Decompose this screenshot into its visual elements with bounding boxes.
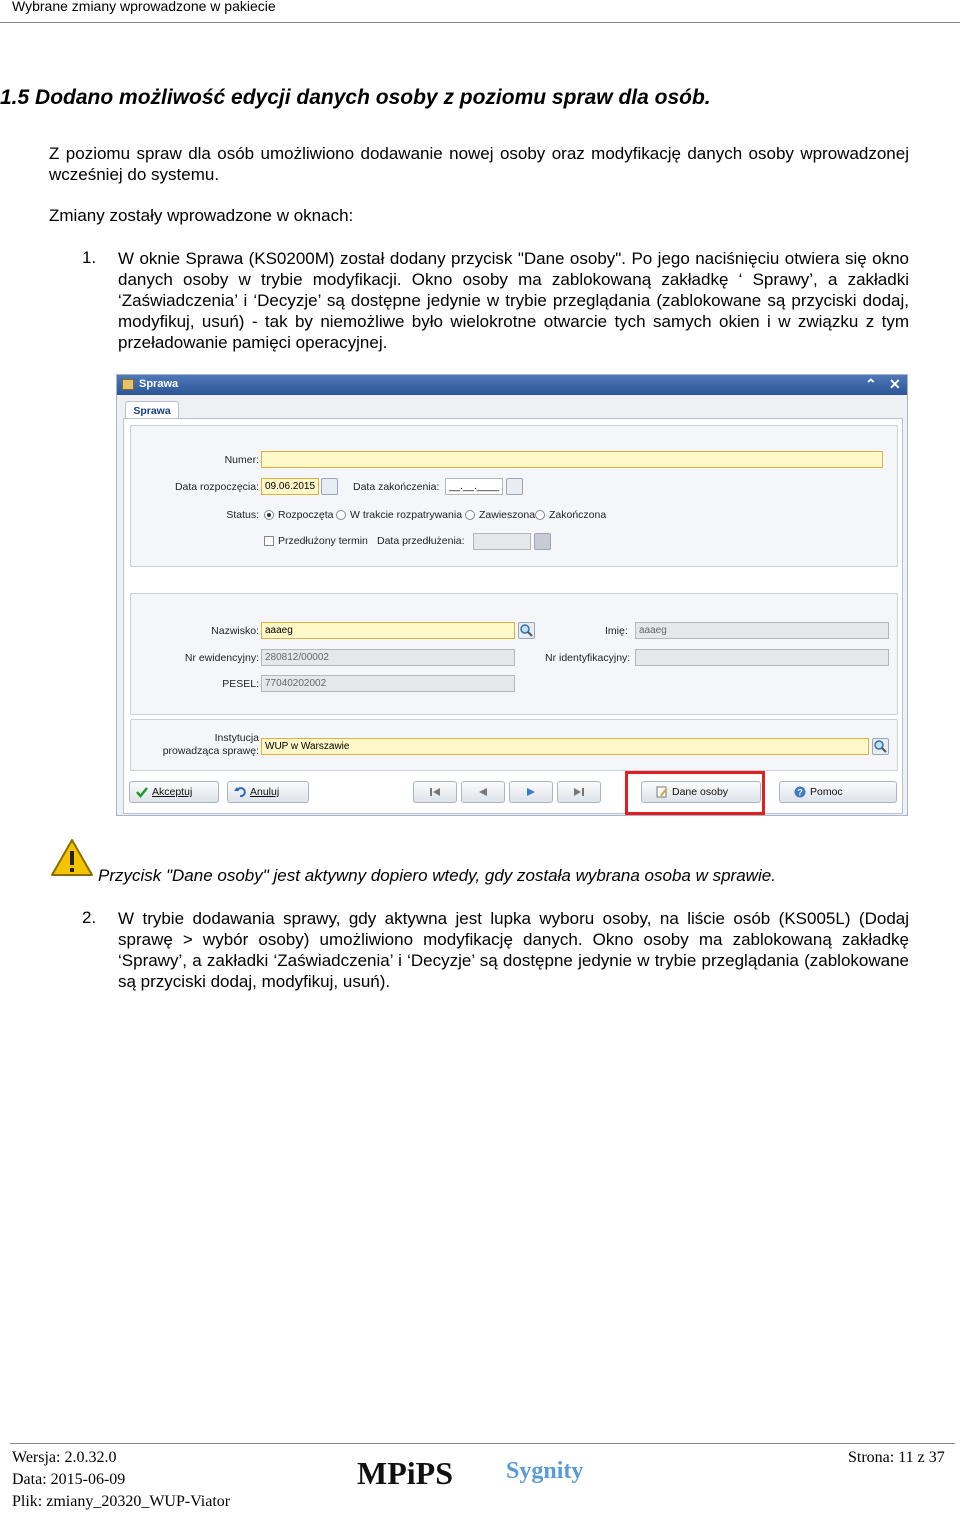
window-app-icon: [122, 379, 134, 390]
search-icon[interactable]: [872, 738, 889, 755]
data-przedluzenia-field: [473, 533, 531, 550]
undo-icon: [234, 786, 246, 798]
imie-label: Imię:: [605, 625, 628, 637]
help-icon: [794, 786, 806, 798]
footer-page: Strona: 11 z 37: [848, 1449, 945, 1466]
status-radio-zakonczona[interactable]: [535, 510, 545, 520]
status-radio-rozpoczeta[interactable]: [264, 510, 274, 520]
institution-group: [130, 719, 898, 771]
mpips-logo: MPiPS: [357, 1455, 453, 1491]
status-label: Status:: [226, 509, 259, 521]
przedluzony-termin-checkbox[interactable]: [264, 536, 274, 546]
footer-divider: [10, 1443, 955, 1444]
button-bar: [125, 773, 901, 811]
nr-ewidencyjny-field: 280812/00002: [261, 649, 515, 666]
status-option-label: Zawieszona: [479, 509, 536, 521]
close-icon[interactable]: ✕: [889, 376, 901, 392]
sprawa-window: [116, 374, 908, 816]
item1-text: W oknie Sprawa (KS0200M) został dodany przycisk "Dane osoby". Po jego naciśnięciu otwiera się okno danych osoby w trybie modyfikacji. Okno osoby ma zablokowaną zakładkę ‘ Sprawy’, a zakładki ‘Zaświadczenia’ i ‘Decyzje’ są dostępne jedynie w trybie przeglądania (zablokowane są przyciski dodaj, modyfikuj, usuń) - tak by niemożliwe było wielokrotne otwarcie tych samych okien i w związku z tym przeładowanie pamięci operacyjnej.: [118, 249, 909, 352]
header-divider: [0, 22, 960, 23]
anuluj-button[interactable]: Anuluj: [227, 781, 309, 803]
changes-label: Zmiany zostały wprowadzone w oknach:: [49, 206, 354, 225]
pomoc-button[interactable]: ? Pomoc: [779, 781, 897, 803]
prev-icon: [477, 786, 489, 798]
first-icon: [429, 786, 441, 798]
sygnity-logo: Sygnity: [506, 1458, 584, 1484]
footer-version: Wersja: 2.0.32.0: [12, 1449, 117, 1466]
next-icon: [525, 786, 537, 798]
pesel-label: PESEL:: [222, 678, 259, 690]
checkmark-icon: [136, 786, 148, 798]
tab-sprawa[interactable]: Sprawa: [125, 401, 179, 419]
first-record-button[interactable]: [413, 781, 457, 803]
akceptuj-button[interactable]: Akceptuj: [129, 781, 219, 803]
dane-osoby-button[interactable]: Dane osoby: [641, 781, 761, 803]
nr-identyfikacyjny-label: Nr identyfikacyjny:: [545, 652, 631, 664]
highlight-box: [625, 771, 765, 815]
imie-field: aaaeg: [635, 622, 889, 639]
przedluzony-termin-label: Przedłużony termin: [278, 535, 368, 547]
calendar-icon[interactable]: [321, 478, 338, 495]
nazwisko-field[interactable]: aaaeg: [261, 622, 515, 639]
item1-number: 1.: [82, 248, 97, 267]
window-title: Sprawa: [139, 378, 179, 390]
data-przedluzenia-label: Data przedłużenia:: [377, 535, 465, 547]
instytucja-label-line2: prowadząca sprawę:: [162, 745, 259, 757]
numer-field[interactable]: [261, 451, 883, 468]
footer-file: Plik: zmiany_20320_WUP-Viator: [12, 1493, 231, 1510]
tab-body: [123, 418, 903, 814]
status-radio-zawieszona[interactable]: [465, 510, 475, 520]
footer-date: Data: 2015-06-09: [12, 1471, 126, 1488]
next-record-button[interactable]: [509, 781, 553, 803]
window-titlebar: [117, 375, 907, 395]
item2-text: W trybie dodawania sprawy, gdy aktywna jest lupka wyboru osoby, na liście osób (KS005L) (Dodaj sprawę > wybór osoby) umożliwiono modyfikację danych. Okno osoby ma zablokowaną zakładkę ‘Sprawy’, a zakładki ‘Zaświadczenia’ i ‘Decyzje’ są dostępne jedynie w trybie przeglądania (zablokowane są przyciski dodaj, modyfikuj, usuń).: [118, 909, 909, 991]
data-zakonczenia-field[interactable]: __.__.____: [445, 478, 503, 495]
page-header-title: Wybrane zmiany wprowadzone w pakiecie: [12, 0, 276, 14]
pesel-field: 77040202002: [261, 675, 515, 692]
last-icon: [573, 786, 585, 798]
instytucja-field[interactable]: WUP w Warszawie: [261, 738, 869, 755]
nazwisko-label: Nazwisko:: [211, 625, 259, 637]
status-option-label: Zakończona: [549, 509, 607, 521]
person-group: [130, 593, 898, 715]
instytucja-label: Instytucja: [214, 732, 259, 744]
calendar-icon[interactable]: [506, 478, 523, 495]
status-radio-w-trakcie[interactable]: [336, 510, 346, 520]
status-option-label: Rozpoczęta: [278, 509, 334, 521]
intro-paragraph: Z poziomu spraw dla osób umożliwiono dodawanie nowej osoby oraz modyfikację danych osoby wprowadzonej wcześniej do systemu.: [49, 144, 909, 184]
case-details-group: [130, 425, 898, 567]
nr-ewidencyjny-label: Nr ewidencyjny:: [184, 652, 259, 664]
item2-number: 2.: [82, 908, 97, 927]
nr-identyfikacyjny-field: [635, 649, 889, 666]
prev-record-button[interactable]: [461, 781, 505, 803]
numer-label: Numer:: [224, 454, 259, 466]
section-heading: 1.5 Dodano możliwość edycji danych osoby z poziomu spraw dla osób.: [0, 86, 711, 109]
data-rozpoczecia-field[interactable]: 09.06.2015: [261, 478, 319, 495]
note-text: Przycisk "Dane osoby" jest aktywny dopiero wtedy, gdy została wybrana osoba w sprawie.: [98, 866, 776, 885]
data-zakonczenia-label: Data zakończenia:: [353, 481, 440, 493]
warning-icon: [50, 838, 94, 878]
search-icon[interactable]: [518, 622, 535, 639]
collapse-icon[interactable]: ⌃: [865, 376, 877, 392]
last-record-button[interactable]: [557, 781, 601, 803]
calendar-icon: [534, 533, 551, 550]
svg-text:?: ?: [797, 787, 803, 798]
data-rozpoczecia-label: Data rozpoczęcia:: [174, 481, 259, 493]
status-option-label: W trakcie rozpatrywania: [350, 509, 463, 521]
